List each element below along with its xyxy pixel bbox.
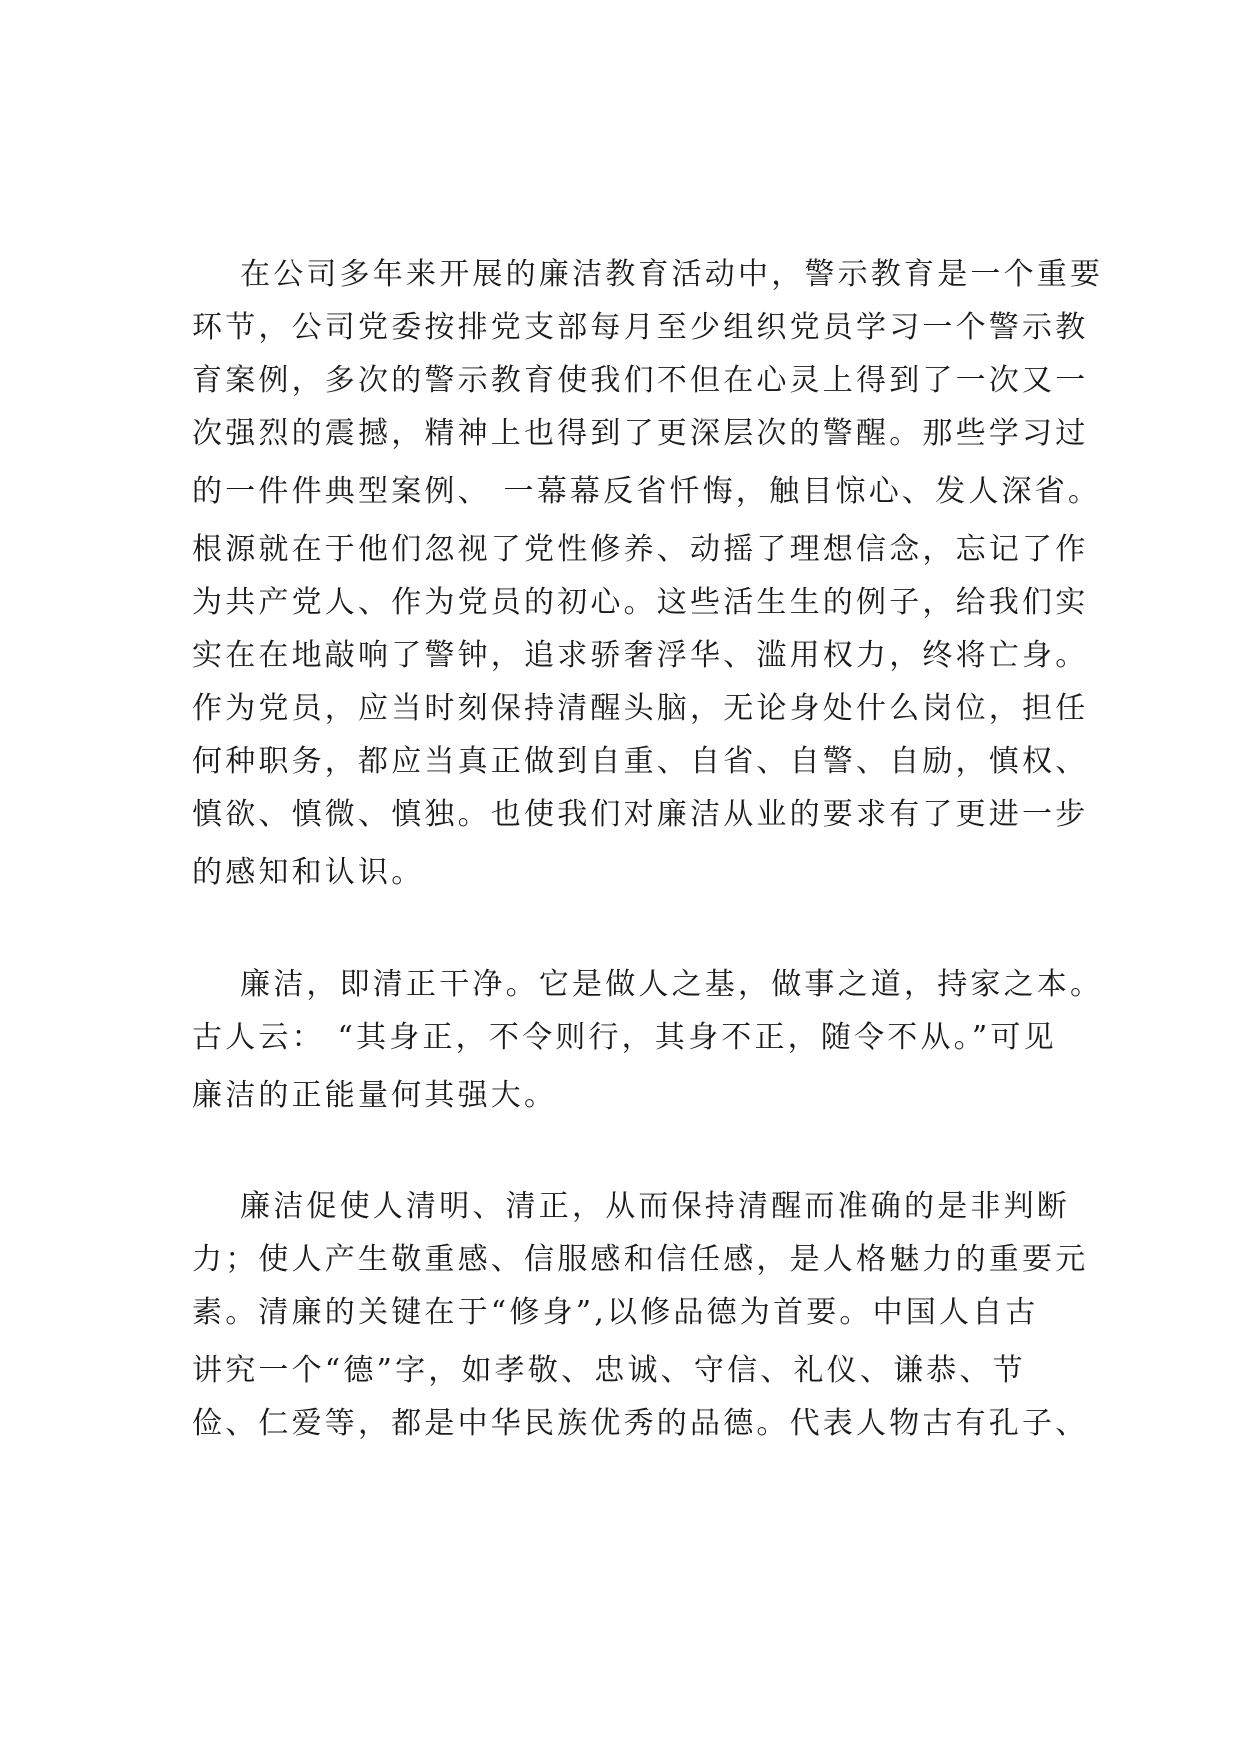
paragraph-line: 廉洁促使人清明、清正，从而保持清醒而准确的是非判断	[240, 1189, 1070, 1224]
paragraph-line: 的感知和认识。	[192, 855, 425, 890]
paragraph-line: 育案例，多次的警示教育使我们不但在心灵上得到了一次又一	[192, 363, 1089, 398]
paragraph-line: 为共产党人、作为党员的初心。这些活生生的例子，给我们实	[192, 585, 1089, 620]
paragraph-line: 素。清廉的关键在于“修身”,以修品德为首要。中国人自古	[192, 1295, 1039, 1330]
paragraph-line: 俭、仁爱等，都是中华民族优秀的品德。代表人物古有孔子、	[192, 1406, 1089, 1441]
paragraph-line: 力；使人产生敬重感、信服感和信任感，是人格魅力的重要元	[192, 1242, 1089, 1277]
paragraph-line: 讲究一个“德”字，如孝敬、忠诚、守信、礼仪、谦恭、节	[192, 1353, 1026, 1388]
paragraph-line: 根源就在于他们忽视了党性修养、动摇了理想信念，忘记了作	[192, 532, 1089, 567]
paragraph-line: 实在在地敲响了警钟，追求骄奢浮华、滥用权力，终将亡身。	[192, 638, 1089, 673]
paragraph-line: 次强烈的震撼，精神上也得到了更深层次的警醒。那些学习过	[192, 416, 1089, 451]
paragraph-line: 廉洁，即清正干净。它是做人之基，做事之道，持家之本。	[240, 967, 1104, 1002]
paragraph-line: 廉洁的正能量何其强大。	[192, 1078, 558, 1113]
paragraph-line: 作为党员，应当时刻保持清醒头脑，无论身处什么岗位，担任	[192, 691, 1089, 726]
paragraph-line: 的一件件典型案例、 一幕幕反省忏悔，触目惊心、发人深省。	[192, 474, 1102, 509]
paragraph-line: 何种职务，都应当真正做到自重、自省、自警、自励，慎权、	[192, 744, 1089, 779]
paragraph-line: 慎欲、慎微、慎独。也使我们对廉洁从业的要求有了更进一步	[192, 797, 1089, 832]
paragraph-line: 环节，公司党委按排党支部每月至少组织党员学习一个警示教	[192, 310, 1089, 345]
paragraph-line: 在公司多年来开展的廉洁教育活动中，警示教育是一个重要	[240, 257, 1104, 292]
paragraph-line: 古人云： “其身正，不令则行，其身不正，随令不从。”可见	[192, 1020, 1057, 1055]
